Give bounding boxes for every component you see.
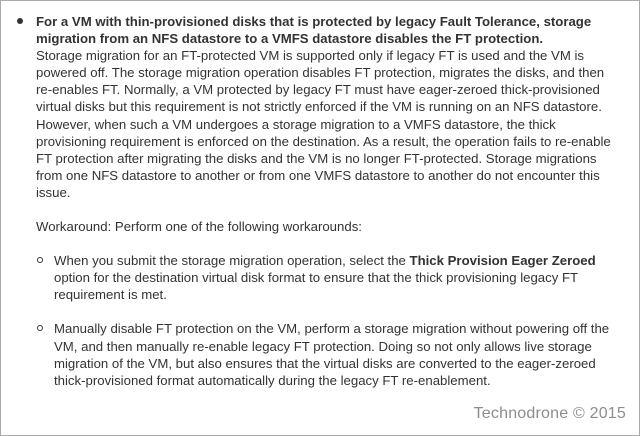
release-notes-content (15, 13, 623, 406)
hollow-bullet-icon (37, 257, 43, 263)
workaround-option-name: Thick Provision Eager Zeroed (409, 253, 596, 269)
bullet-icon (17, 18, 23, 24)
workaround-text-after: option for the destination virtual disk format to ensure that the thick provisioning legacy FT requirement is met. (54, 270, 578, 303)
issue-title: For a VM with thin-provisioned disks that is protected by legacy Fault Tolerance, storage migration from an NFS datastore to a VMFS datastore disables the FT protection. (36, 14, 592, 47)
known-issue-item (15, 13, 623, 389)
workaround-item (36, 320, 623, 388)
workaround-item (36, 252, 623, 303)
workaround-text-before: When you submit the storage migration operation, select the (54, 253, 410, 269)
spacer (36, 201, 623, 218)
workaround-intro: Workaround: Perform one of the following workarounds: (36, 219, 362, 235)
issue-description: Storage migration for an FT-protected VM is supported only if legacy FT is used and the VM is powered off. The storage migration operation disables FT protection, migrates the disks, and then re-enables FT. Normally, a VM protected by legacy FT must have eager-zeroed thick-provisioned virtual disks but this requirement is not strictly enforced if the VM is running on an NFS datastore. However, when such a VM undergoes a storage migration to a VMFS datastore, the thick provisioning requirement is enforced on the destination. As a result, the operation fails to re-enable FT protection after migrating the disks and the VM is no longer FT-protected. Storage migrations from one NFS datastore to another or from one VMFS datastore to another do not encounter this issue. (36, 48, 611, 200)
hollow-bullet-icon (37, 325, 43, 331)
workaround-list (36, 252, 623, 389)
workaround-text: Manually disable FT protection on the VM, perform a storage migration without powering off the VM, and then manually re-enable legacy FT protection. Doing so not only allows live storage migration of the VM, but also ensures that the virtual disks are converted to the eager-zeroed thick-provisioned format automatically during the legacy FT re-enablement. (54, 321, 610, 388)
watermark: Technodrone © 2015 (473, 405, 626, 422)
